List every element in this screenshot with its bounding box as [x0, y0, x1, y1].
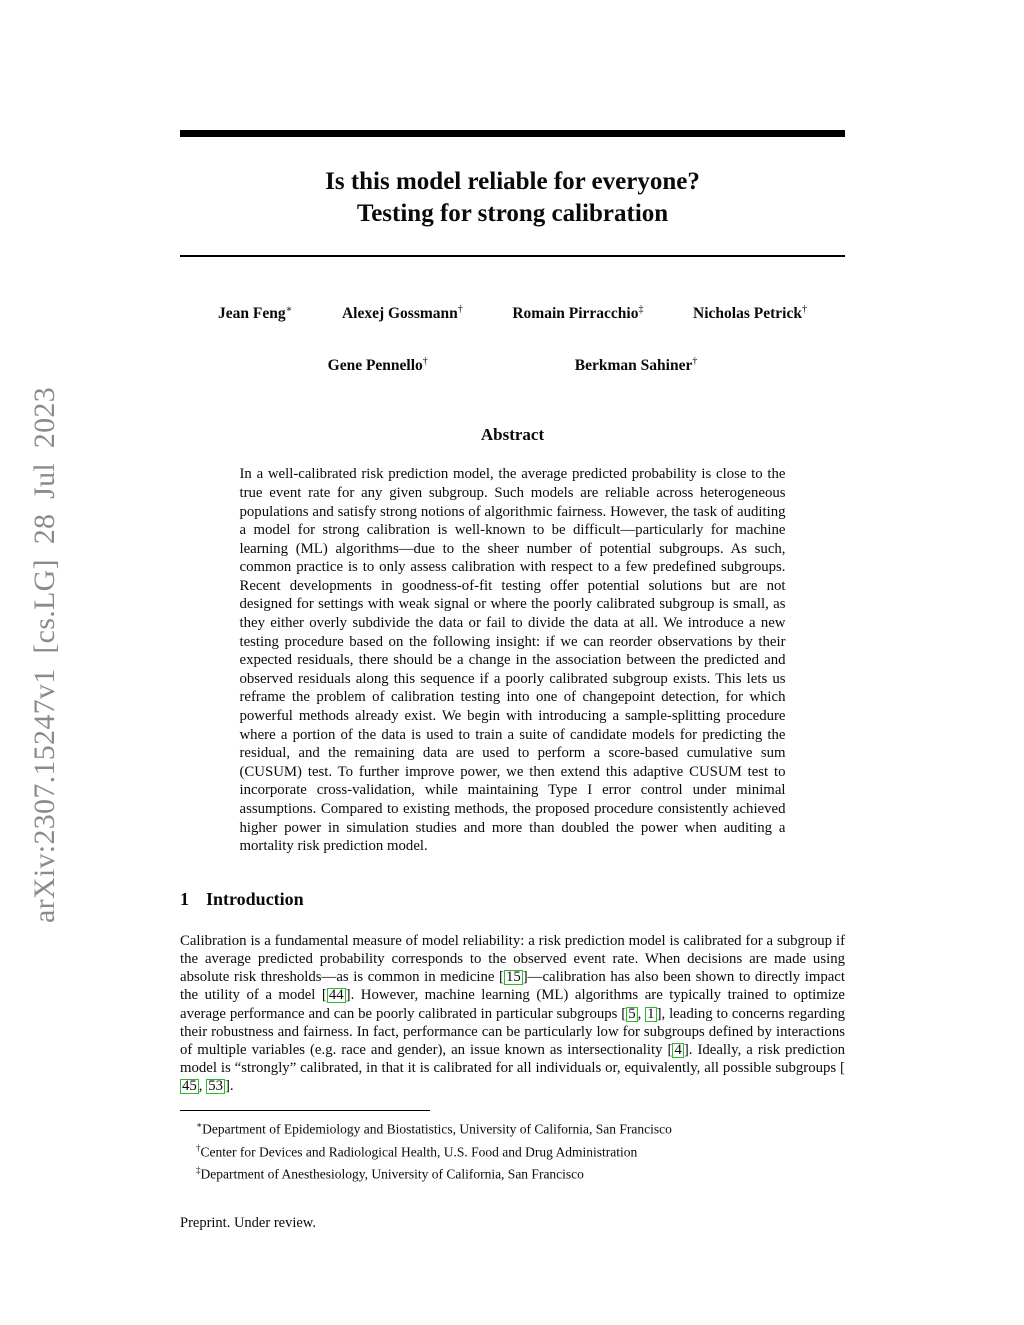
footnote-marker: † — [196, 1142, 201, 1153]
footnote-affiliation-2 — [180, 1139, 845, 1162]
citation-ref[interactable]: 44 — [328, 987, 344, 1004]
citation-ref[interactable]: 1 — [647, 1005, 655, 1022]
author-footnote-mark: † — [692, 356, 698, 368]
author-romain-pirracchio — [512, 300, 643, 323]
title-rule-thick — [180, 130, 845, 137]
author-nicholas-petrick — [693, 300, 807, 323]
paper-title — [180, 166, 845, 230]
citation-ref[interactable]: 45 — [182, 1078, 197, 1095]
author-name: Romain Pirracchio — [512, 305, 639, 323]
footnotes-block — [180, 1116, 845, 1184]
author-footnote-mark: † — [457, 304, 463, 315]
paper-title-line1: Is this model reliable for everyone? — [325, 168, 700, 195]
citation-ref[interactable]: 5 — [628, 1005, 636, 1022]
authors-row-1 — [180, 300, 845, 323]
footnote-rule — [180, 1110, 430, 1112]
footnote-marker: ‡ — [196, 1165, 201, 1176]
author-name: Berkman Sahiner — [574, 357, 693, 375]
author-name: Jean Feng — [218, 305, 286, 323]
introduction-paragraph: Calibration is a fundamental measure of model reliability: a risk prediction model is calibrated for a subgroup if the average predicted probability corresponds to the observed event rate. When decisions are made using absolute risk thresholds—as is common in medicine [ 15 ]—calibration has also been shown to directly impact the utility of a model [ 44 ]. However, machine learning (ML) algorithms are typically trained to optimize average performance and can be poorly calibrated in particular subgroups [ 5 , 1 ], leading to concerns regarding their robustness and fairness. In fact, performance can be particularly low for subgroups defined by interactions of multiple variables (e.g. race and gender), an issue known as intersectionality [ 4 ]. Ideally, a risk prediction model is “strongly” calibrated, in that it is calibrated for all individuals or, equivalently, all possible subgroups [45 , 53 ]. — [180, 932, 846, 1095]
abstract-text: In a well-calibrated risk prediction model, the average predicted probability is close to the true event rate for any given subgroup. Such models are reliable across heterogeneous populations and satisfy strong notions of algorithmic fairness. However, the task of auditing a model for strong calibration is well-known to be difficult—particularly for machine learning (ML) algorithms—due to the sheer number of potential subgroups. As such, common practice is to only assess calibration with respect to a few predefined subgroups. Recent developments in goodness-of-fit testing offer potential solutions but are not designed for settings with weak signal or where the poorly calibrated subgroup is small, as they either overly subdivide the data or fail to divide the data at all. We introduce a new testing procedure based on the following insight: if we can reorder observations by their expected residuals, there should be a change in the association between the predicted and observed residuals along this sequence if a poorly calibrated subgroup exists. This lets us reframe the problem of calibration testing into one of changepoint detection, for which powerful methods already exist. We begin with introducing a sample-splitting procedure where a portion of the data is used to train a suite of candidate models for predicting the residual, and the remaining data are used to perform a score-based cumulative sum (CUSUM) test. To further improve power, we then extend this adaptive CUSUM test to incorporate cross-validation, while maintaining Type I error control under minimal assumptions. Compared to existing methods, the proposed procedure consistently achieved higher power in simulation studies and more than doubled the power when auditing a mortality risk prediction model. — [239, 466, 786, 855]
section-title: Introduction — [206, 888, 304, 909]
authors-row-2 — [180, 352, 845, 375]
footnote-affiliation-3 — [180, 1161, 845, 1184]
footnote-text: Department of Epidemiology and Biostatistics, University of California, San Francisco — [202, 1121, 672, 1137]
author-footnote-mark: † — [801, 304, 807, 315]
citation-ref[interactable]: 4 — [674, 1042, 682, 1058]
citation-ref[interactable]: 53 — [208, 1078, 223, 1095]
citation-ref[interactable]: 15 — [505, 969, 521, 986]
section-number: 1 — [180, 888, 189, 909]
footnote-affiliation-1 — [180, 1116, 845, 1139]
footnote-text: Department of Anesthesiology, University of California, San Francisco — [200, 1166, 584, 1182]
paper-content-column — [180, 0, 845, 1232]
title-rule-thin — [180, 255, 845, 257]
paper-title-line2: Testing for strong calibration — [356, 200, 669, 227]
author-jean-feng — [218, 300, 292, 323]
author-footnote-mark: ∗ — [285, 304, 293, 315]
author-footnote-mark: † — [422, 356, 428, 368]
preprint-status-note: Preprint. Under review. — [180, 1214, 316, 1231]
section-heading-introduction — [180, 889, 845, 910]
abstract-heading: Abstract — [480, 425, 545, 445]
author-name: Nicholas Petrick — [693, 305, 802, 323]
author-footnote-mark: ‡ — [638, 304, 644, 315]
author-alexej-gossmann — [342, 300, 463, 323]
footnote-marker: ∗ — [196, 1120, 203, 1131]
author-gene-pennello — [328, 352, 428, 375]
author-name: Alexej Gossmann — [341, 305, 458, 323]
arxiv-watermark: arXiv:2307.15247v1 [cs.LG] 28 Jul 2023 — [28, 386, 61, 924]
footnote-text: Center for Devices and Radiological Health, U.S. Food and Drug Administration — [200, 1144, 638, 1160]
author-berkman-sahiner — [575, 352, 698, 375]
author-name: Gene Pennello — [327, 357, 423, 375]
